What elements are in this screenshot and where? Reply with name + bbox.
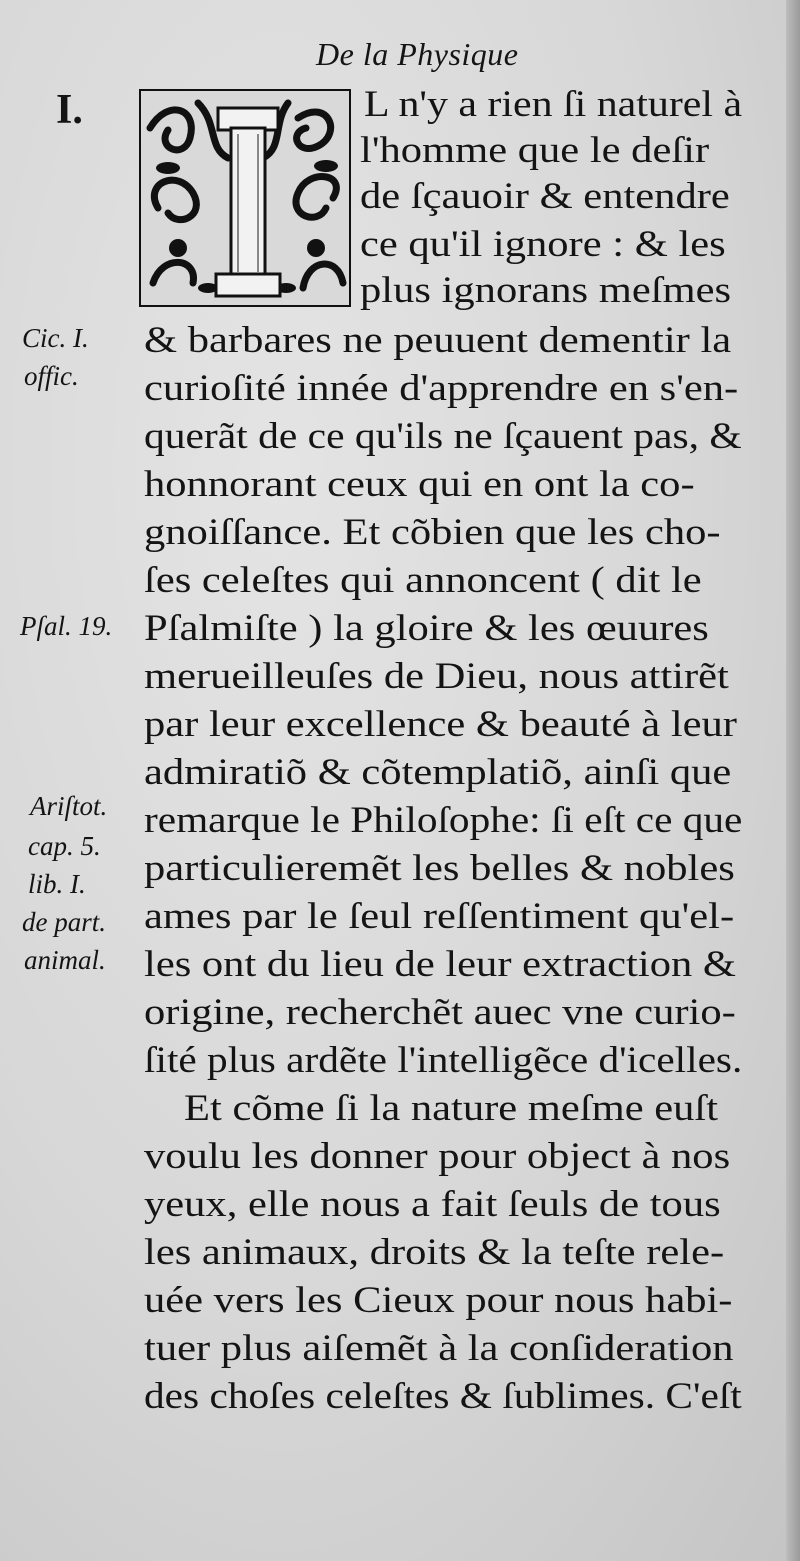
margin-note-cap: cap. 5. [28,831,101,861]
text-line: particulieremẽt les belles & nobles [144,848,735,889]
text-line: voulu les donner pour object à nos [144,1136,731,1177]
text-line: des choſes celeſtes & ſublimes. C'eſt [144,1376,742,1417]
margin-note-psal: Pſal. 19. [20,611,113,641]
margin-note-animal: animal. [24,945,106,975]
text-line: merueilleuſes de Dieu, nous attirẽt [144,656,729,697]
text-line: tuer plus aiſemẽt à la conſideration [144,1328,734,1369]
text-line: & barbares ne peuuent dementir la [144,320,732,361]
text-line: yeux, elle nous a fait ſeuls de tous [144,1184,721,1225]
text-line: gnoiſſance. Et cõbien que les cho- [144,512,721,553]
text-line: ames par le ſeul reſſentiment qu'el- [144,896,735,937]
text-line: querãt de ce qu'ils ne ſçauent pas, & [144,416,742,457]
text-line: origine, recherchẽt auec vne curio- [144,992,736,1033]
page-edge-shadow [786,0,800,1561]
drop-cap-ornament [138,88,352,308]
margin-note-aristot: Ariſtot. [30,791,108,821]
text-line: de ſçauoir & entendre [360,176,730,217]
text-line: uée vers les Cieux pour nous habi- [144,1280,733,1321]
text-line: Et cõme ſi la nature meſme euſt [184,1088,719,1129]
text-line: admiratiõ & cõtemplatiõ, ainſi que [144,752,732,793]
text-line: remarque le Philoſophe: ſi eſt ce que [144,800,743,841]
text-line: plus ignorans meſmes [360,270,732,311]
running-head: De la Physique [316,36,519,72]
text-line: les animaux, droits & la teſte rele- [144,1232,725,1273]
text-line: ce qu'il ignore : & les [360,224,726,265]
margin-note-de-part: de part. [22,907,106,937]
text-line: L n'y a rien ſi naturel à [364,84,743,125]
margin-note-cic: Cic. I. [22,323,89,353]
text-line: ſité plus ardẽte l'intelligẽce d'icelles. [144,1040,743,1081]
text-line: l'homme que le deſir [360,130,710,171]
text-line: par leur excellence & beauté à leur [144,704,737,745]
margin-note-offic: offic. [24,361,79,391]
text-line: honnorant ceux qui en ont la co- [144,464,695,505]
text-line: ſes celeſtes qui annoncent ( dit le [144,560,702,601]
text-line: Pſalmiſte ) la gloire & les œuures [144,608,709,649]
text-line: les ont du lieu de leur extraction & [144,944,736,985]
text-line: curioſité innée d'apprendre en s'en- [144,368,739,409]
margin-note-lib: lib. I. [28,869,86,899]
section-number: I. [56,87,83,133]
